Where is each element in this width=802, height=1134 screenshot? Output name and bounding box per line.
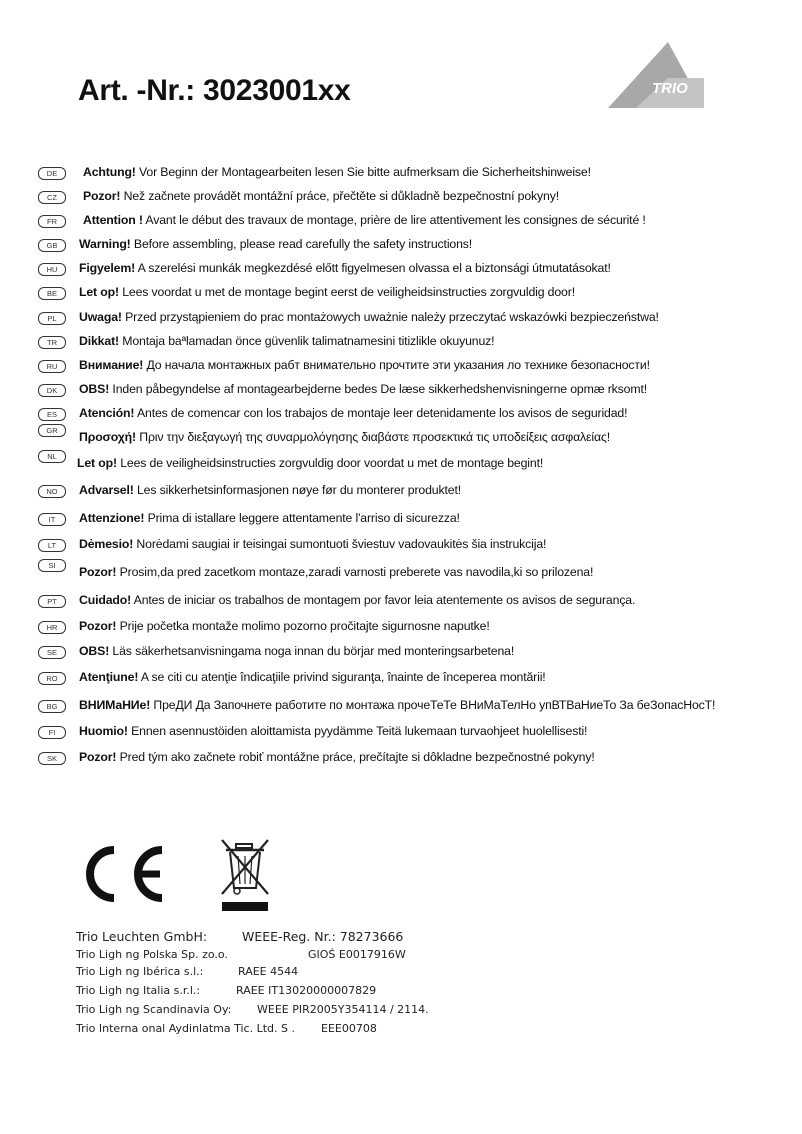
warning-body: Before assembling, please read carefully the safety instructions! (130, 237, 473, 251)
warning-body: Pred tým ako začnete robiť montážne práce, prečítajte si dôkladne bezpečnostné pokyny! (116, 750, 595, 764)
warning-text (83, 189, 559, 203)
article-number-title: Art. -Nr.: 3023001xx (78, 74, 351, 107)
warning-text (83, 165, 591, 179)
warning-body: Montaja baªlamadan önce güvenlik talimatnamesini titizlikle okuyunuz! (118, 334, 495, 348)
warning-body: Przed przystąpieniem do prac montażowych uważnie należy przeczytać wskazówki bezpieczeństwa! (121, 310, 659, 324)
warning-body: Prima di istallare leggere attentamente l'arriso di sicurezza! (144, 511, 460, 525)
warning-heading: Pozor! (79, 619, 117, 633)
registration-row (76, 984, 377, 1002)
language-code-badge: TR (38, 336, 66, 349)
warning-heading: Attention ! (83, 213, 143, 227)
warning-text (79, 334, 494, 348)
warning-heading: Pozor! (79, 565, 117, 579)
warning-heading: Uwaga! (79, 310, 122, 324)
crossed-out-bin-icon (218, 838, 274, 916)
registration-row (76, 1003, 429, 1021)
warning-body: Než začnete provádět montážní práce, přečtěte si důkladně bezpečnostní pokyny! (120, 189, 559, 203)
language-code-badge: GR (38, 424, 66, 437)
warning-heading: Achtung! (83, 165, 136, 179)
language-code-badge: GB (38, 239, 66, 252)
warning-body: Norėdami saugiai ir teisingai sumontuoti šviestuv vadovaukitės šia instrukcija! (133, 537, 547, 551)
warning-text (79, 358, 650, 372)
language-code-badge: RU (38, 360, 66, 373)
company-name: Trio Interna onal Aydinlatma Tic. Ltd. S . (76, 1022, 295, 1035)
warning-body: Lees voordat u met de montage begint eerst de veiligheidsinstructies zorgvuldig door! (118, 285, 575, 299)
language-code-badge: NO (38, 485, 66, 498)
trio-logo (606, 40, 706, 110)
warning-heading: Pozor! (79, 750, 117, 764)
registration-row (76, 1022, 377, 1040)
company-name: Trio Ligh ng Italia s.r.l.: (76, 984, 201, 997)
warning-text (79, 511, 460, 525)
warning-text (79, 537, 546, 551)
language-code-badge: CZ (38, 191, 66, 204)
warning-body: Πριν την διεξαγωγή της συναρμολόγησης διαβάστε προσεκτικά τις υποδείξεις ασφαλείας! (135, 430, 610, 444)
warning-heading: OBS! (79, 644, 110, 658)
registration-number: WEEE PIR2005Y354114 / 2114. (257, 1003, 429, 1016)
warning-body: Ennen asennustöiden aloittamista pyydämme Teitä lukemaan turvaohjeet huolellisesti! (127, 724, 588, 738)
warning-body: Lees de veiligheidsinstructies zorgvuldig door voordat u met de montage begint! (116, 456, 544, 470)
language-code-badge: DK (38, 384, 66, 397)
warning-body: Antes de comencar con los trabajos de montaje leer detenidamente los avisos de seguridad! (134, 406, 628, 420)
company-name: Trio Leuchten GmbH: (76, 929, 208, 944)
warning-heading: ВНИМаНИе! (79, 698, 151, 712)
warning-body: Prije početka montaže molimo pozorno pročitajte sigurnosne naputke! (116, 619, 490, 633)
warning-text (79, 565, 593, 579)
warning-text (79, 285, 575, 299)
company-name: Trio Ligh ng Ibérica s.l.: (76, 965, 204, 978)
registration-row (76, 948, 406, 966)
company-name: Trio Ligh ng Scandinavia Oy: (76, 1003, 232, 1016)
language-code-badge: NL (38, 450, 66, 463)
language-code-badge: SI (38, 559, 66, 572)
language-code-badge: FI (38, 726, 66, 739)
registration-row (76, 965, 299, 983)
warning-text (83, 213, 646, 227)
warning-body: Läs säkerhetsanvisningama noga innan du börjar med monteringsarbetena! (109, 644, 515, 658)
warning-body: Vor Beginn der Montagearbeiten lesen Sie bitte aufmerksam die Sicherheitshinweise! (135, 165, 591, 179)
warning-text (79, 483, 461, 497)
warning-text (79, 619, 490, 633)
warning-heading: Dėmesio! (79, 537, 134, 551)
warning-heading: Figyelem! (79, 261, 136, 275)
warning-text (79, 406, 627, 420)
registration-number: GIOŚ E0017916W (308, 948, 406, 961)
registration-number: RAEE IT13020000007829 (236, 984, 377, 997)
warning-body: Inden påbegyndelse af montagearbejderne bedes De læse sikkerhedshenvisningerne opmæ rksomt! (109, 382, 647, 396)
language-code-badge: ES (38, 408, 66, 421)
trio-logo-text: TRIO (652, 80, 688, 97)
language-code-badge: BE (38, 287, 66, 300)
warning-heading: Внимание! (79, 358, 144, 372)
language-code-badge: PT (38, 595, 66, 608)
registration-number: WEEE-Reg. Nr.: 78273666 (242, 929, 404, 944)
warning-body: Prosim,da pred zacetkom montaze,zaradi varnosti preberete vas navodila,ki so prilozena! (116, 565, 594, 579)
warning-heading: OBS! (79, 382, 110, 396)
registration-row (76, 929, 404, 947)
warning-heading: Cuidado! (79, 593, 132, 607)
language-code-badge: HU (38, 263, 66, 276)
warning-body: A szerelési munkák megkezdésé előtt figyelmesen olvassa el a biztonsági útmutatásokat! (135, 261, 611, 275)
warning-text (79, 670, 546, 684)
warning-text (79, 237, 472, 251)
language-code-badge: SK (38, 752, 66, 765)
warning-heading: Huomio! (79, 724, 128, 738)
warning-heading: Προσοχή! (79, 430, 136, 444)
registration-number: EEE00708 (321, 1022, 377, 1035)
warning-text (79, 724, 587, 738)
warning-text (79, 593, 635, 607)
warning-text (79, 261, 611, 275)
language-code-badge: LT (38, 539, 66, 552)
warning-text (79, 750, 595, 764)
warning-body: Les sikkerhetsinformasjonen nøye før du monterer produktet! (133, 483, 461, 497)
company-name: Trio Ligh ng Polska Sp. zo.o. (76, 948, 228, 961)
warning-heading: Warning! (79, 237, 131, 251)
language-code-badge: DE (38, 167, 66, 180)
warning-body: Avant le début des travaux de montage, prière de lire attentivement les consignes de sécurité ! (142, 213, 646, 227)
warning-text (79, 310, 659, 324)
warning-text (79, 382, 647, 396)
warning-heading: Atención! (79, 406, 135, 420)
warning-heading: Let op! (79, 285, 119, 299)
language-code-badge: SE (38, 646, 66, 659)
warning-heading: Dikkat! (79, 334, 119, 348)
registration-number: RAEE 4544 (238, 965, 299, 978)
language-code-badge: PL (38, 312, 66, 325)
warning-heading: Let op! (77, 456, 117, 470)
language-code-badge: IT (38, 513, 66, 526)
language-code-badge: BG (38, 700, 66, 713)
language-code-badge: RO (38, 672, 66, 685)
warning-heading: Pozor! (83, 189, 121, 203)
language-code-badge: FR (38, 215, 66, 228)
ce-mark-icon (74, 844, 170, 904)
language-code-badge: HR (38, 621, 66, 634)
warning-body: До начала монтажных рабт внимательно прочтите эти указания ло технике безопасности! (143, 358, 650, 372)
warning-heading: Atenţiune! (79, 670, 139, 684)
warning-body: Antes de iniciar os trabalhos de montagem por favor leia atentemente os avisos de segurança. (131, 593, 636, 607)
warning-text (79, 644, 514, 658)
warning-heading: Advarsel! (79, 483, 134, 497)
warning-text (79, 698, 715, 712)
warning-body: ПреДИ Да Започнете работите по монтажа прочеТеТе ВНиМаТелНо упВТВаНиеТо За беЗопасНосТ! (150, 698, 716, 712)
warning-text (79, 430, 610, 444)
warning-heading: Attenzione! (79, 511, 145, 525)
warning-body: A se citi cu atenţie îndicaţiile privind siguranţa, înainte de începerea montării! (138, 670, 546, 684)
warning-text (77, 456, 543, 470)
